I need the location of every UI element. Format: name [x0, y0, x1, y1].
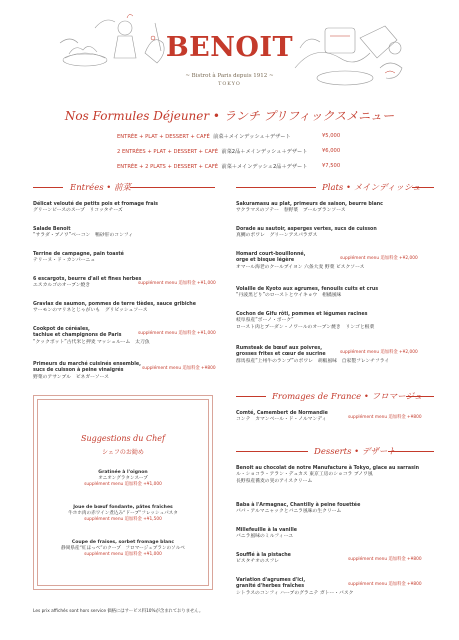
dish-name-jp: テリーヌ・ド・カンパーニュ	[33, 258, 96, 264]
dish-name-fr: 6 escargots, beurre d'ail et fines herbes	[33, 277, 142, 282]
formula-row	[117, 148, 341, 155]
dish-name-jp-line2: 長野県産蕎麦の実のアイスクリーム	[236, 478, 313, 484]
entree-item	[33, 202, 158, 215]
dessert-item	[236, 528, 297, 541]
plat-item	[236, 202, 383, 215]
supplement-price: supplément menu 追加料金 +¥2,000	[340, 350, 418, 355]
chef-suggestions-box	[33, 395, 213, 590]
chef-item	[34, 540, 212, 559]
section-rule	[236, 187, 316, 188]
formula-jp: 前菜＋メインデッシュ＋デザート	[213, 134, 291, 140]
entree-item	[33, 277, 141, 290]
section-rule	[412, 187, 434, 188]
formula-row	[117, 133, 341, 140]
supplement-price: supplément menu 追加料金 +¥1,000	[84, 482, 162, 488]
dish-name-fr-line2: sucs de cuisson à peine vinaigrés	[33, 368, 124, 374]
dish-name-fr-line2: grosses frites et cœur de sucrine	[236, 352, 326, 358]
formula-fr: 2 ENTRÉES + PLAT + DESSERT + CAFÉ	[117, 149, 219, 155]
dish-name-fr-line2: tachiue et champignons de Paris	[33, 333, 122, 339]
dish-name-fr: Salade Benoit	[33, 227, 71, 232]
restaurant-city: TOKYO	[218, 82, 241, 87]
chef-suggestions-subtitle: シェフのお勧め	[102, 449, 144, 456]
dessert-item	[236, 578, 353, 597]
dish-name-jp: 群馬県産“上州牛のランプ”のポワレ 胡椒風味 自家製フレンチフライ	[236, 358, 390, 364]
supplement-price: supplément menu 追加料金 +¥1,000	[84, 552, 162, 558]
supplement-price: supplément menu 追加料金 +¥1,000	[138, 331, 216, 336]
dessert-item	[236, 466, 419, 485]
dish-name-fr: Gravlax de saumon, pommes de terre tièdes, sauce gribiche	[33, 302, 196, 307]
supplement-price: supplément menu 追加料金 +¥800	[348, 557, 422, 562]
section-rule	[33, 187, 63, 188]
dish-name-jp: バニラ風味のミルフィーユ	[236, 534, 294, 540]
fromages-title: Fromages de France • フロマージュ	[272, 392, 423, 402]
dish-name-jp: コンテ カマンベール・ド・ノルマンディ	[236, 417, 327, 423]
supplement-price: supplément menu 追加料金 +¥800	[142, 366, 216, 371]
dish-name-fr: Variation d'agrumes d'ici,	[236, 578, 306, 583]
dish-name-jp: ピスタチオのスフレ	[236, 559, 279, 565]
dish-name-fr: Gratinée à l'oignon	[98, 470, 148, 475]
dish-name-fr: Sakuramasu au plat, primeurs de saison, beurre blanc	[236, 202, 383, 207]
formula-fr: ENTRÉE + PLAT + DESSERT + CAFÉ	[117, 134, 210, 140]
entree-item	[33, 302, 196, 315]
plat-item	[236, 312, 374, 331]
plats-title: Plats • メインディッシュ	[322, 183, 421, 193]
formula-row	[117, 163, 341, 170]
dish-name-fr: Comté, Camembert de Normandie	[236, 411, 328, 416]
dish-name-fr: Soufflé à la pistache	[236, 553, 291, 558]
dish-name-jp: オマール海老のクールブイヨン 六条大麦 野菜 ビスクソース	[236, 264, 365, 270]
dish-name-fr: Rumsteak de bœuf aux poivres,	[236, 346, 323, 351]
dish-name-fr: Dorade au sautoir, asperges vertes, sucs de cuisson	[236, 227, 377, 232]
dish-name-fr: Cochon de Gifu rôti, pommes et légumes racines	[236, 312, 368, 317]
dish-name-fr: Volaille de Kyoto aux agrumes, fenouils cuits et crus	[236, 287, 379, 292]
restaurant-logo: BENOIT	[165, 32, 294, 63]
chef-item	[34, 505, 212, 524]
entree-item	[33, 327, 150, 346]
formula-price: ¥6,000	[322, 148, 341, 154]
formulas-title: Nos Formules Déjeuner • ランチ プリフィックスメニュー	[64, 109, 395, 123]
dish-name-jp: 静岡県産“紅ほっぺ”のクープ フロマージュブランのソルベ	[61, 546, 185, 552]
supplement-price: supplément menu 追加料金 +¥1,000	[138, 281, 216, 286]
section-rule	[236, 451, 308, 452]
dish-name-jp: ル・ショコラ・アラン・デュカス 東京工房のショコラ ブノワ風	[236, 472, 373, 478]
supplement-price: supplément menu 追加料金 +¥800	[348, 582, 422, 587]
formula-jp: 前菜2品＋メインデッシュ＋デザート	[221, 149, 308, 155]
dish-name-fr: Homard court-bouillonné,	[236, 252, 306, 257]
menu-header	[0, 0, 459, 100]
dish-name-jp: “丹波黒どり”のローストとウイキョウ 柑橘風味	[236, 293, 342, 299]
dish-name-jp: ババ・アルマニャックとバニラ風味の生クリーム	[236, 509, 342, 515]
formula-fr: ENTRÉE + 2 PLATS + DESSERT + CAFÉ	[117, 164, 219, 170]
dish-name-fr: Baba à l'Armagnac, Chantilly à peine fouettée	[236, 503, 361, 508]
dish-name-jp: 真鯛のポワレ グリーンアスパラガス	[236, 233, 318, 239]
dish-name-fr-line2: orge et bisque légère	[236, 258, 295, 264]
dish-name-jp: シトラスのコンフィ ハーブのグラニテ ガトー・バスク	[236, 590, 354, 596]
restaurant-tagline: ~ Bistrot à Paris depuis 1912 ~	[185, 73, 274, 79]
supplement-price: supplément menu 追加料金 +¥800	[348, 415, 422, 420]
dish-name-fr: Millefeuille à la vanille	[236, 528, 297, 533]
chef-item	[34, 470, 212, 489]
dish-name-fr: Terrine de campagne, pain toasté	[33, 252, 124, 257]
dish-name-jp: “クックポット”古代米と押麦 マッシュルーム 太刀魚	[33, 339, 150, 345]
formula-price: ¥5,000	[322, 133, 341, 139]
section-rule	[388, 451, 434, 452]
dessert-item	[236, 553, 291, 566]
dish-name-jp: 牛ホホ肉の赤ワイン煮込み“ドーブ”フレッシュパスタ	[68, 511, 178, 517]
dish-name-fr: Cookpot de céréales,	[33, 327, 90, 332]
dish-name-jp: “サラダ・ブノワ”ベーコン 鴨砂肝のコンフィ	[33, 233, 134, 239]
dish-name-jp-line2: ロースト肉とブーダン・ノワールのオーブン焼き リンゴと根菜	[236, 324, 375, 330]
plat-item	[236, 287, 378, 300]
entree-item	[33, 227, 133, 240]
supplement-price: supplément menu 追加料金 +¥2,000	[340, 256, 418, 261]
chef-suggestions-title: Suggestions du Chef	[81, 434, 165, 443]
section-rule	[406, 396, 434, 397]
dish-name-jp: エスカルゴのオーブン焼き	[33, 283, 91, 289]
fromage-item	[236, 411, 328, 424]
dish-name-jp: グリーンピースのスープ リコッタチーズ	[33, 208, 123, 214]
dish-name-jp: サクラマスのソテー 春野菜 ブールブランソース	[236, 208, 346, 214]
entree-item	[33, 252, 124, 265]
formula-price: ¥7,500	[322, 163, 341, 169]
formula-jp: 前菜＋メインデッシュ2品＋デザート	[221, 164, 308, 170]
dish-name-jp: 野菜のアサンブル ビネガーソース	[33, 374, 109, 380]
entrees-title: Entrées • 前菜	[70, 183, 131, 193]
dish-name-fr: Benoit au chocolat de notre Manufacture à Tokyo, glace au sarrasin	[236, 466, 420, 471]
entree-item	[33, 362, 141, 381]
dish-name-jp: サーモンのマリネとじゃがいも グリビッシュソース	[33, 308, 148, 314]
section-rule	[130, 187, 215, 188]
plat-item	[236, 227, 377, 240]
dish-name-fr-line2: granité d'herbes fraîches	[236, 584, 305, 590]
section-rule	[236, 396, 266, 397]
dessert-item	[236, 503, 360, 516]
desserts-title: Desserts • デザート	[314, 447, 396, 457]
dish-name-fr: Délicat velouté de petits pois et fromage frais	[33, 202, 158, 207]
supplement-price: supplément menu 追加料金 +¥1,500	[84, 517, 162, 523]
dish-name-fr: Joue de bœuf fondante, pâtes fraîches	[73, 505, 173, 510]
dish-name-jp: 岐阜県産“ボーノ・ポーク”	[236, 318, 294, 324]
price-disclaimer: Les prix affichés sont hors service 価格にはサービス料10%が含まれておりません。	[33, 609, 204, 614]
dish-name-fr: Coupe de fraises, sorbet fromage blanc	[71, 540, 175, 545]
dish-name-fr: Primeurs du marché cuisinés ensemble,	[33, 362, 141, 367]
dish-name-jp: オニオングラタンスープ	[98, 476, 148, 482]
